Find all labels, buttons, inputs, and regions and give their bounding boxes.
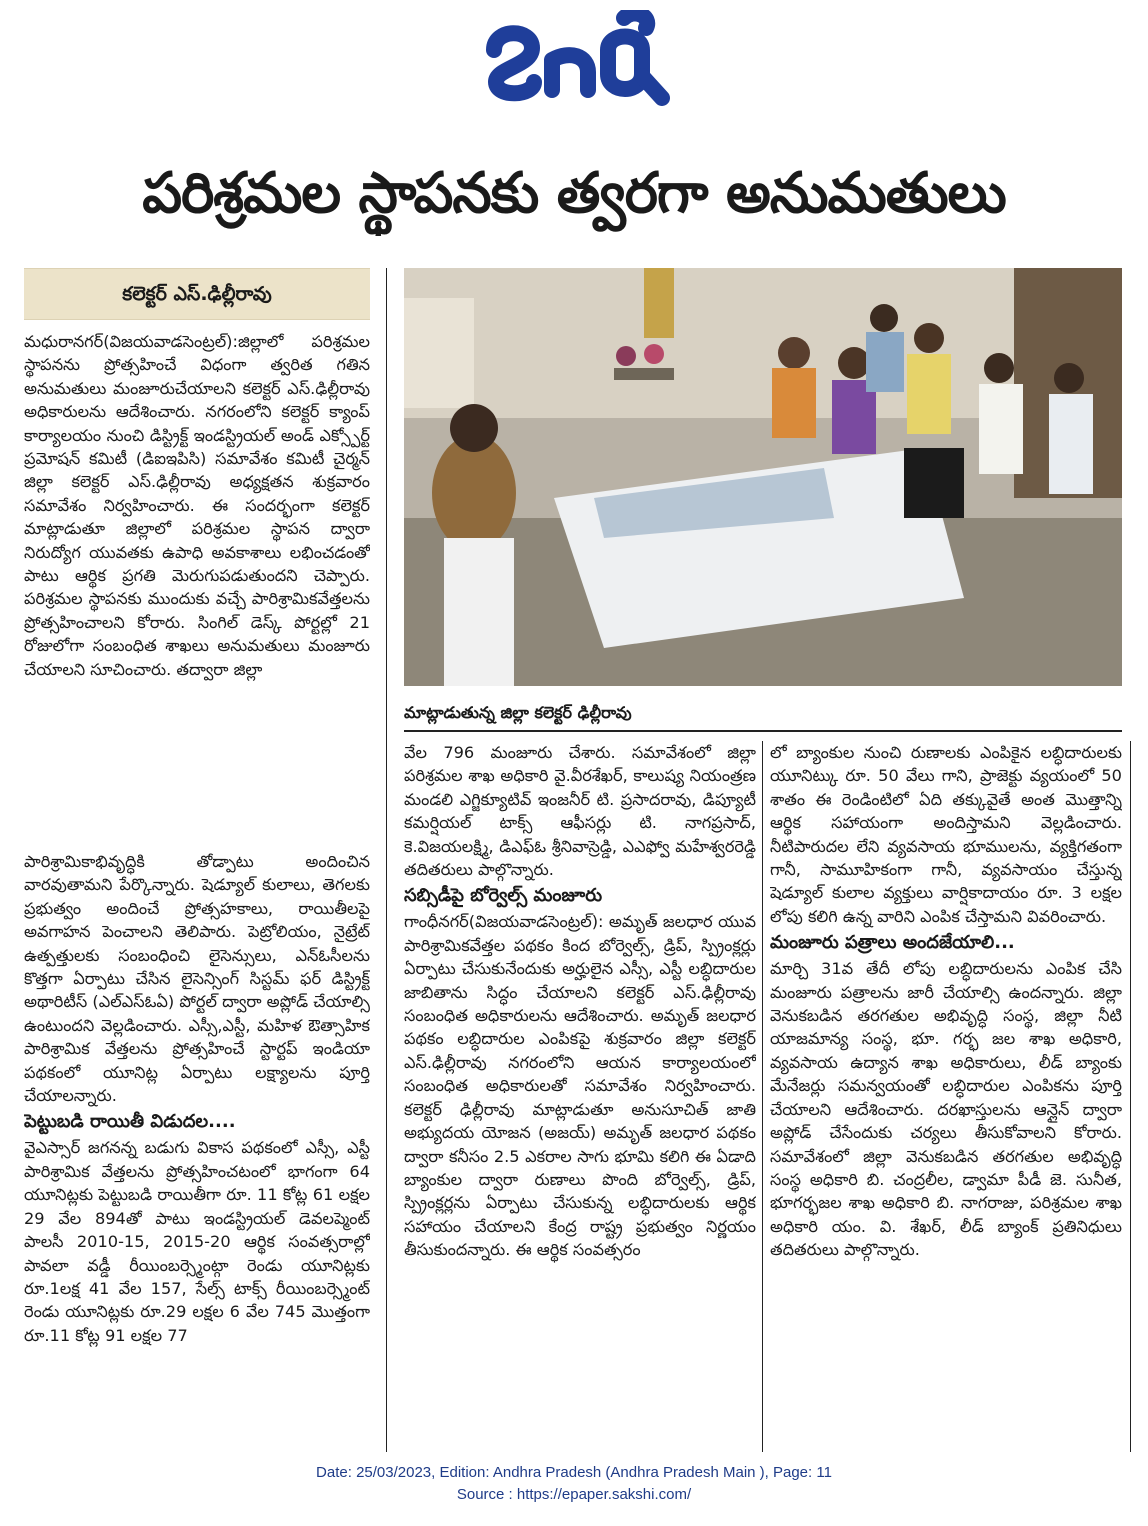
article-paragraph: గాంధీనగర్(విజయవాడసెంట్రల్): అమృత్ జలధార యువ పారిశ్రామికవేత్తల పథకం కింద బోర్వెల్స్, డ్రిప్, స్ప్రింక్లర్లు ఏర్పాటు చేసుకునేందుకు అర్హులైన ఎస్సీ, ఎస్టీ లబ్ధిదారుల జాబితాను సిద్ధం చేయాలని కలెక్టర్ ఎస్.ఢిల్లీరావు సంబంధిత అధికారులను ఆదేశించారు. అమృత్ జలధార పథకం లబ్ధిదారుల ఎంపికపై శుక్రవారం జిల్లా కలెక్టర్ ఎస్.ఢిల్లీరావు నగరంలోని ఆయన కార్యాలయంలో సంబంధిత అధికారులతో సమావేశం నిర్వహించారు. కలెక్టర్ ఢిల్లీరావు మాట్లాడుతూ అనుసూచిత్ జాతి అభ్యుదయ యోజన (అజయ్) అమృత్ జలధార పథకం ద్వారా కనీసం 2.5 ఎకరాల సాగు భూమి కలిగి ఈ ఏడాది బ్యాంకుల ద్వారా రుణాలు పొంది బోర్వెల్స్, డ్రిప్, స్ప్రింక్లర్లను ఏర్పాటు చేసుకున్న లబ్ధిదారులకు ఆర్థిక సహాయం చేయాలని కేంద్ర రాష్ట్ర ప్రభుత్వం నిర్ణయం తీసుకుందన్నారు. ఈ ఆర్థిక సంవత్సరం [404, 912, 756, 1260]
article-paragraph: మార్చి 31వ తేదీ లోపు లబ్ధిదారులను ఎంపిక చేసి మంజూరు పత్రాలను జారీ చేయాల్సి ఉందన్నారు. జిల్లా వెనుకబడిన తరగతుల అభివృద్ధి సంస్థ, జిల్లా నీటి యాజమాన్య సంస్థ, భూ. గర్భ జల శాఖ అధికారి, వ్యవసాయ ఉద్యాన శాఖ అధికారులు, లీడ్ బ్యాంకు మేనేజర్లు సమన్వయంతో లబ్ధిదారుల ఎంపికను పూర్తి చేయాలని ఆదేశించారు. దరఖాస్తులను ఆన్లైన్ ద్వారా అప్లోడ్ చేసేందుకు చర్యలు తీసుకోవాలని కోరారు. సమావేశంలో జిల్లా వెనుకబడిన తరగతుల అభివృద్ధి సంస్థ అధికారి బి. చంద్రలీల, డ్వామా పీడీ జె. సునీత, భూగర్భజల శాఖ అధికారి బి. నాగరాజు, పరిశ్రమల శాఖ అధికారి యం. వి. శేఖర్, లీడ్ బ్యాంక్ ప్రతినిధులు తదితరులు పాల్గొన్నారు. [770, 959, 1122, 1260]
article-headline: పరిశ్రమల స్థాపనకు త్వరగా అనుమతులు [142, 161, 1006, 226]
edition-date-line: Date: 25/03/2023, Edition: Andhra Pradesh (Andhra Pradesh Main ), Page: 11 [316, 1464, 832, 1481]
column-divider [762, 741, 763, 1452]
article-paragraph: మధురానగర్(విజయవాడసెంట్రల్):జిల్లాలో పరిశ్రమల స్థాపనను ప్రోత్సహించే విధంగా త్వరిత గతిన అనుమతులు మంజూరుచేయాలని కలెక్టర్ ఎస్.ఢిల్లీరావు అధికారులను ఆదేశించారు. నగరంలోని కలెక్టర్ క్యాంప్ కార్యాలయం నుంచి డిస్ట్రిక్ట్ ఇండస్ట్రియల్ అండ్ ఎక్స్పోర్ట్ ప్రమోషన్ కమిటీ (డిఐఇపిసి) సమావేశం కమిటీ చైర్మన్ జిల్లా కలెక్టర్ ఎస్.ఢిల్లీరావు అధ్యక్షతన శుక్రవారం సమావేశం నిర్వహించారు. ఈ సందర్భంగా కలెక్టర్ మాట్లాడుతూ జిల్లాలో పరిశ్రమల స్థాపన ద్వారా నిరుద్యోగ యువతకు ఉపాధి అవకాశాలు లభించడంతో పాటు ఆర్థిక ప్రగతి మెరుగుపడుతుందని చెప్పారు. పరిశ్రమల స్థాపనకు ముందుకు వచ్చే పారిశ్రామికవేత్తలను ప్రోత్సహించాలని కోరారు. సింగిల్ డెస్క్ పోర్టల్లో 21 రోజులోగా సంబంధిత శాఖలు అనుమతులు మంజూరు చేయాలని సూచించారు. తద్వారా జిల్లా [24, 332, 370, 679]
meeting-photo-image [404, 268, 1122, 686]
column-divider [386, 268, 387, 1452]
article-column-1-top [24, 330, 370, 850]
subheading-borewells: సబ్సిడీపై బోర్వెల్స్ మంజూరు [404, 885, 603, 907]
article-column-3 [770, 741, 1122, 1451]
article-paragraph: వైఎస్సార్ జగనన్న బడుగు వికాస పథకంలో ఎస్సీ, ఎస్టీ పారిశ్రామిక వేత్తలను ప్రోత్సహించటంలో భాగంగా 64 యూనిట్లకు పెట్టుబడి రాయితీగా రూ. 11 కోట్ల 61 లక్షల 29 వేల 894తో పాటు ఇండస్ట్రియల్ డెవలప్మెంట్ పాలసీ 2010-15, 2015-20 ఆర్థిక సంవత్సరాల్లో పావలా వడ్డీ రీయింబర్స్మెంట్గా రెండు యూనిట్లకు రూ.1లక్ష 41 వేల 157, సేల్స్ టాక్స్ రీయింబర్స్మెంట్ రెండు యూనిట్లకు రూ.29 లక్షల 6 వేల 745 మొత్తంగా రూ.11 కోట్ల 91 లక్షల 77 [24, 1138, 370, 1345]
subheading-investment-subsidy: పెట్టుబడి రాయితీ విడుదల.... [24, 1111, 236, 1133]
subheading-sanction-letters: మంజూరు పత్రాలు అందజేయాలి... [770, 932, 1015, 954]
article-paragraph: పారిశ్రామికాభివృద్ధికి తోడ్పాటు అందించిన వారవుతామని పేర్కొన్నారు. షెడ్యూల్ కులాలు, తెగలకు ప్రభుత్వం అందించే ప్రోత్సహకాలు, రాయితీలపై అవగాహన పెంచాలని తెలిపారు. పెట్రోలియం, నైట్రేట్ ఉత్పత్తులకు సంబంధించి లైసెన్సులు, ఎన్ఓసీలను కొత్తగా ఏర్పాటు చేసిన లైసెన్సింగ్ సిస్టమ్ ఫర్ డిస్ట్రిక్ట్ అథారిటీస్ (ఎల్ఎస్ఓఏ) పోర్టల్ ద్వారా అప్లోడ్ చేయాల్సి ఉంటుందని వెల్లడించారు. ఎస్సీ,ఎస్టీ, మహిళ ఔత్సాహిక పారిశ్రామిక వేత్తలను ప్రోత్సహించే స్టార్టప్ ఇండియా పథకంలో యూనిట్ల ఏర్పాటు లక్ష్యాలను పూర్తి చేయాలన్నారు. [24, 852, 370, 1106]
photo-caption: మాట్లాడుతున్న జిల్లా కలెక్టర్ ఢిల్లీరావు [404, 696, 1122, 732]
edition-footer [0, 1462, 1148, 1506]
masthead [0, 8, 1148, 108]
article-column-1-bottom [24, 850, 370, 1450]
source-link[interactable]: Source : https://epaper.sakshi.com/ [456, 1486, 692, 1503]
meeting-photo [404, 268, 1122, 686]
sakshi-logo [474, 10, 674, 106]
article-column-2 [404, 741, 756, 1451]
column-divider [1130, 741, 1131, 1452]
article-paragraph: వేల 796 మంజూరు చేశారు. సమావేశంలో జిల్లా పరిశ్రమల శాఖ అధికారి వై.వీరశేఖర్, కాలుష్య నియంత్రణ మండలి ఎగ్జిక్యూటివ్ ఇంజనీర్ టి. ప్రసాదరావు, డిప్యూటీ కమర్షియల్ టాక్స్ ఆఫీసర్లు టి. నాగప్రసాద్, కె.విజయలక్ష్మి, డిఎఫ్ఓ శ్రీనివాస్రెడ్డి, ఎఎఫ్వో మహేశ్వరరెడ్డి తదితరులు పాల్గొన్నారు. [404, 743, 756, 880]
article-byline: కలెక్టర్ ఎస్.ఢిల్లీరావు [24, 268, 370, 320]
article-paragraph: లో బ్యాంకుల నుంచి రుణాలకు ఎంపికైన లబ్ధిదారులకు యూనిట్కు రూ. 50 వేలు గాని, ప్రాజెక్టు వ్యయంలో 50 శాతం ఈ రెండింటిలో ఏది తక్కువైతే అంత మొత్తాన్ని ఆర్థిక సహాయంగా అందిస్తామని వెల్లడించారు. నీటిపారుదల లేని వ్యవసాయ భూములను, వ్యక్తిగతంగా గానీ, సామూహికంగా గానీ, వ్యవసాయం చేస్తున్న షెడ్యూల్ కులాల వ్యక్తులు వార్షికాదాయం రూ. 3 లక్షల లోపు కలిగి ఉన్న వారిని ఎంపిక చేస్తామని వివరించారు. [770, 743, 1122, 926]
